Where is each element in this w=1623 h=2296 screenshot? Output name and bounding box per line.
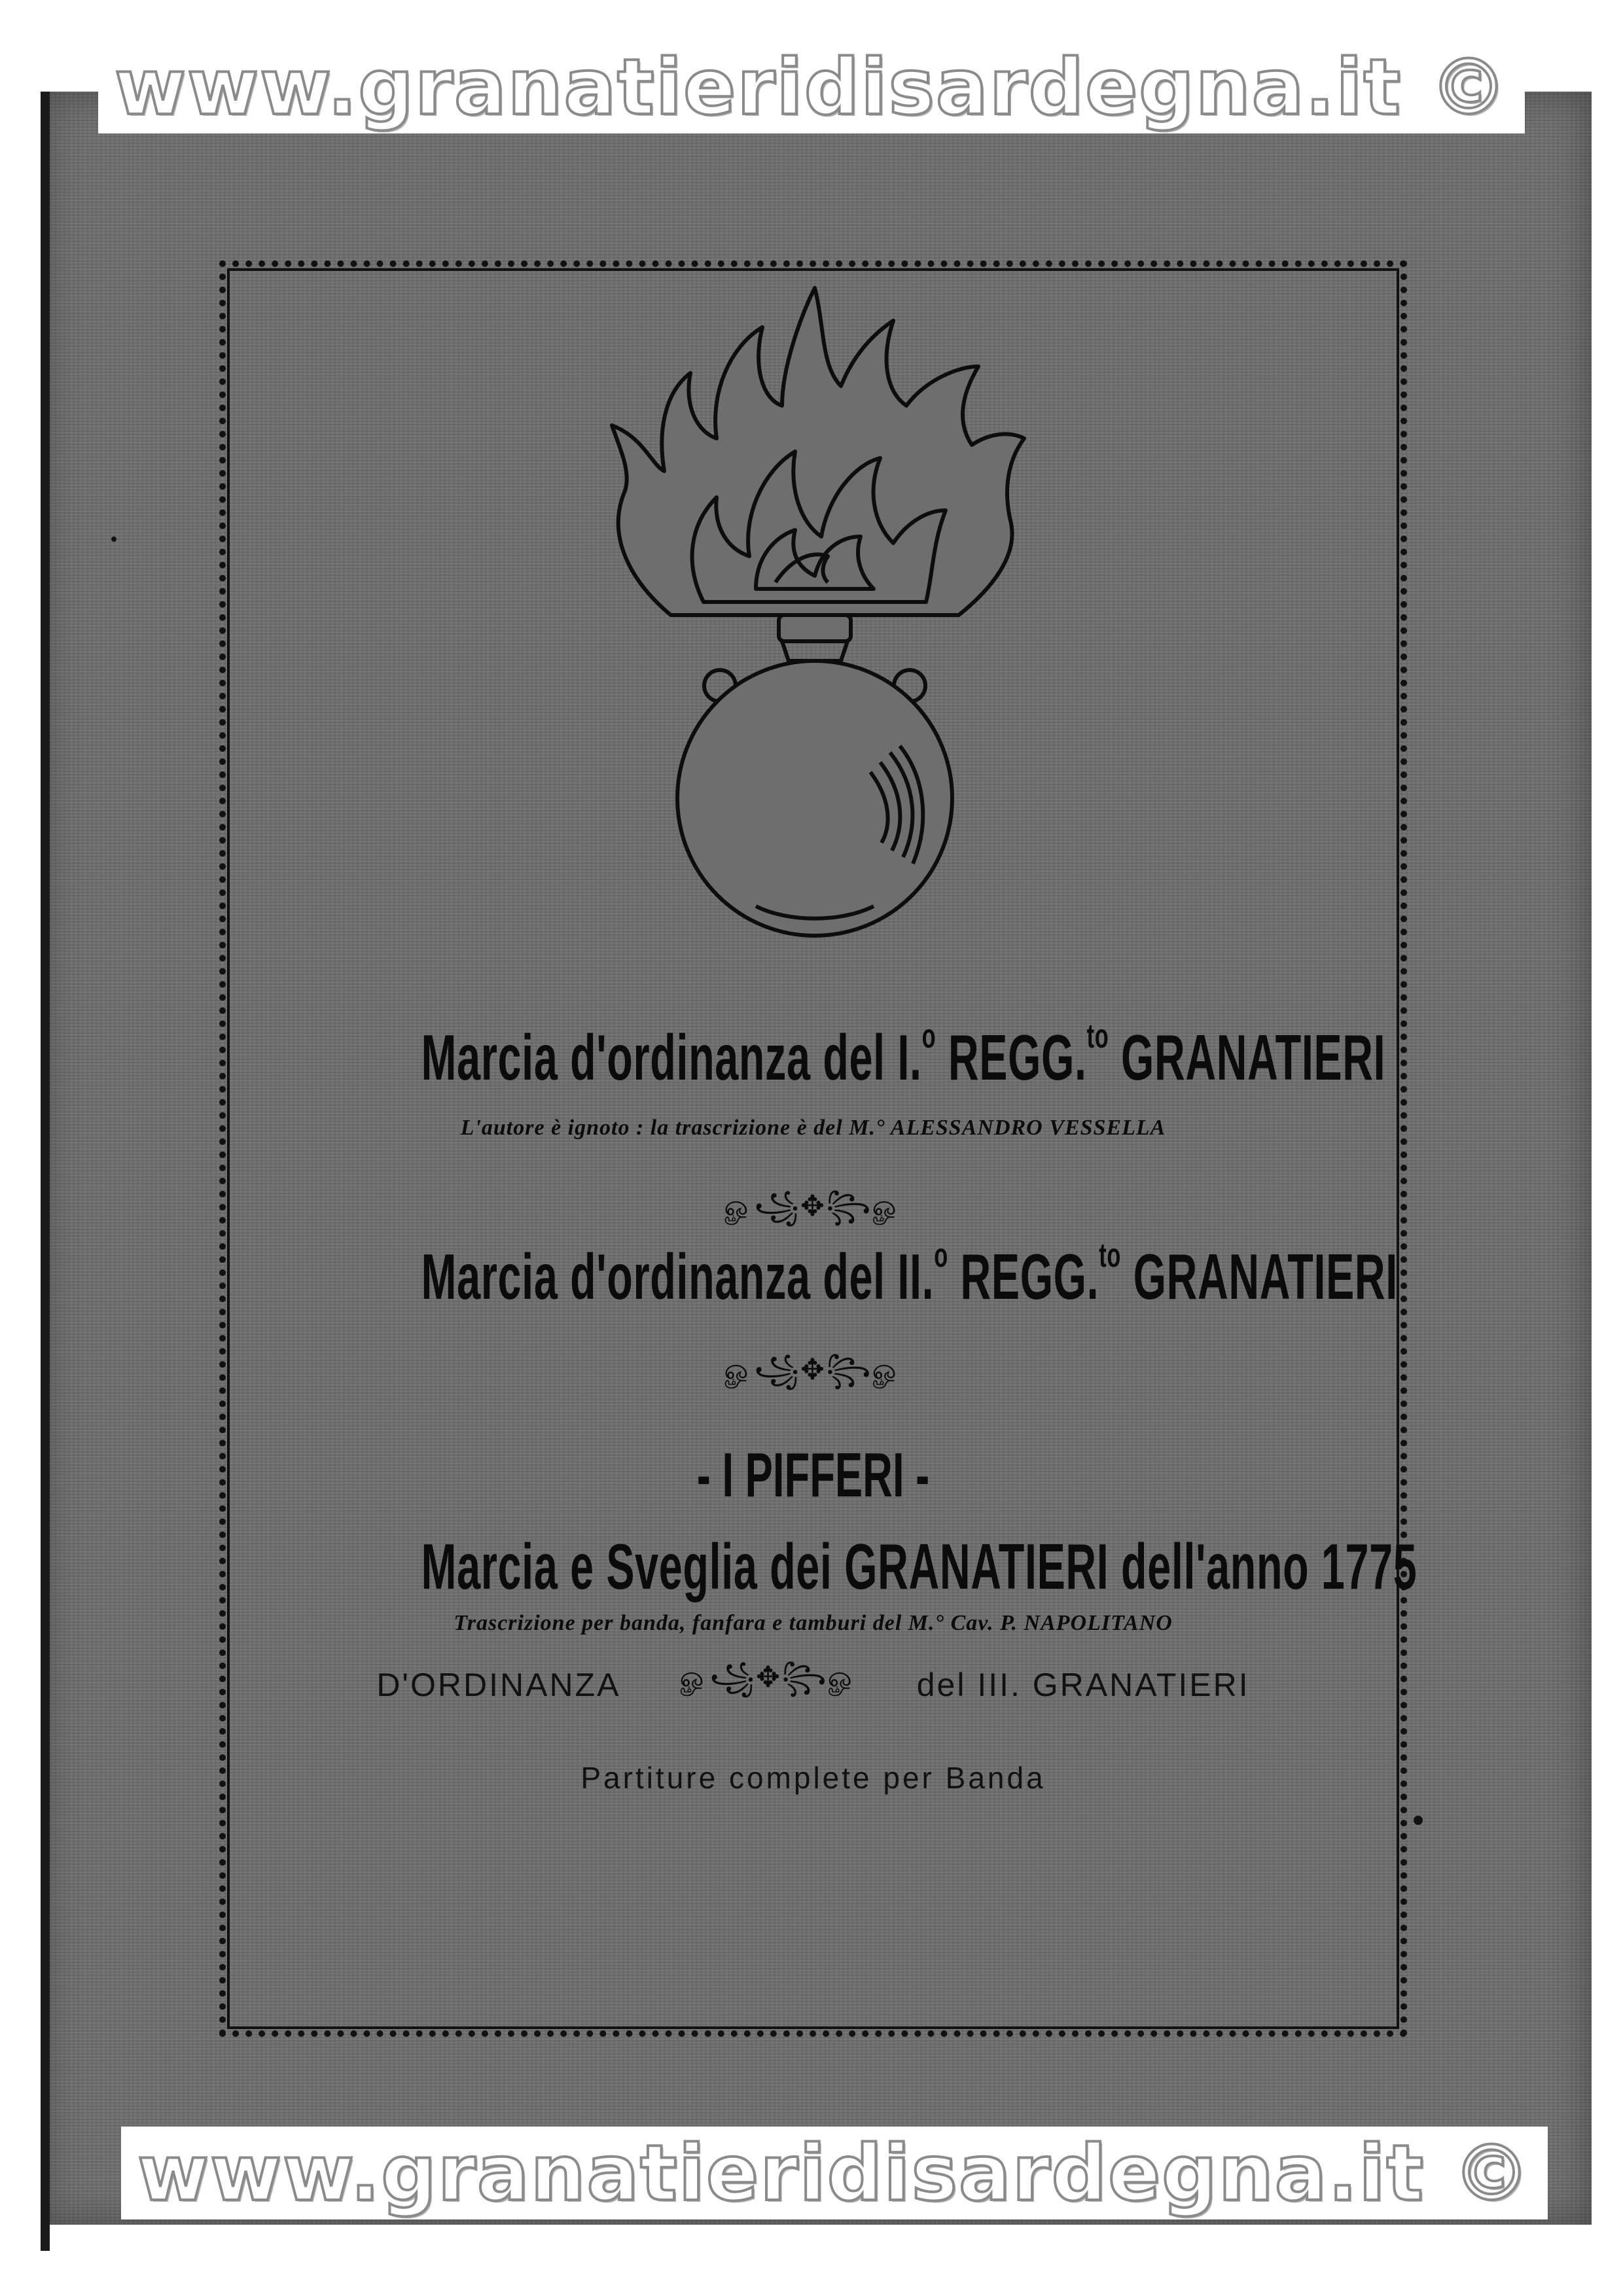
ornament-divider: ௐ꧁✥꧂ௐ bbox=[724, 1190, 902, 1223]
ink-spot-2 bbox=[111, 537, 116, 542]
march-2-ordinal: o bbox=[934, 1237, 948, 1275]
march-1-regg: REGG. bbox=[948, 1021, 1087, 1093]
flaming-grenade-icon bbox=[592, 275, 1037, 942]
march-3-credit: Trascrizione per banda, fanfara e tamburi del M.° Cav. P. NAPOLITANO bbox=[454, 1611, 1173, 1635]
march-2-title bbox=[421, 1237, 1398, 1314]
ordinanza-right: del III. GRANATIERI bbox=[916, 1666, 1250, 1703]
march-1-ordinal: o bbox=[921, 1017, 936, 1055]
march-2-suffix: GRANATIERI bbox=[1133, 1241, 1398, 1313]
march-1-prefix: Marcia d'ordinanza del I. bbox=[421, 1021, 922, 1093]
ordinanza-line bbox=[219, 1655, 1407, 1714]
ordinanza-left: D'ORDINANZA bbox=[376, 1666, 621, 1703]
march-1-suffix: GRANATIERI bbox=[1121, 1021, 1386, 1093]
watermark-top-text: www.granatieridisardegna.it © bbox=[114, 42, 1509, 132]
march-1-credit: L'autore è ignoto : la trascrizione è del M.° ALESSANDRO VESSELLA bbox=[460, 1116, 1166, 1140]
watermark-top bbox=[98, 41, 1525, 133]
pifferi-title: - I PIFFERI - bbox=[696, 1440, 930, 1510]
march-1-regg-sup: to bbox=[1086, 1017, 1109, 1055]
march-3-title: Marcia e Sveglia dei GRANATIERI dell'anno 1775 bbox=[421, 1530, 1418, 1602]
ornament-divider-2: ௐ꧁✥꧂ௐ bbox=[724, 1353, 902, 1386]
partiture-text: Partiture complete per Banda bbox=[580, 1761, 1046, 1795]
watermark-bottom-text: www.granatieridisardegna.it © bbox=[137, 2128, 1532, 2218]
march-2-regg: REGG. bbox=[960, 1241, 1099, 1313]
march-2-regg-sup: to bbox=[1099, 1237, 1121, 1275]
march-1-title bbox=[421, 1017, 1386, 1095]
watermark-bottom bbox=[121, 2127, 1548, 2219]
march-2-prefix: Marcia d'ordinanza del II. bbox=[421, 1241, 935, 1313]
ornament-divider-3: ௐ꧁✥꧂ௐ bbox=[679, 1661, 858, 1694]
ink-spot bbox=[1414, 1816, 1423, 1825]
page-edge-shadow bbox=[41, 92, 50, 2251]
